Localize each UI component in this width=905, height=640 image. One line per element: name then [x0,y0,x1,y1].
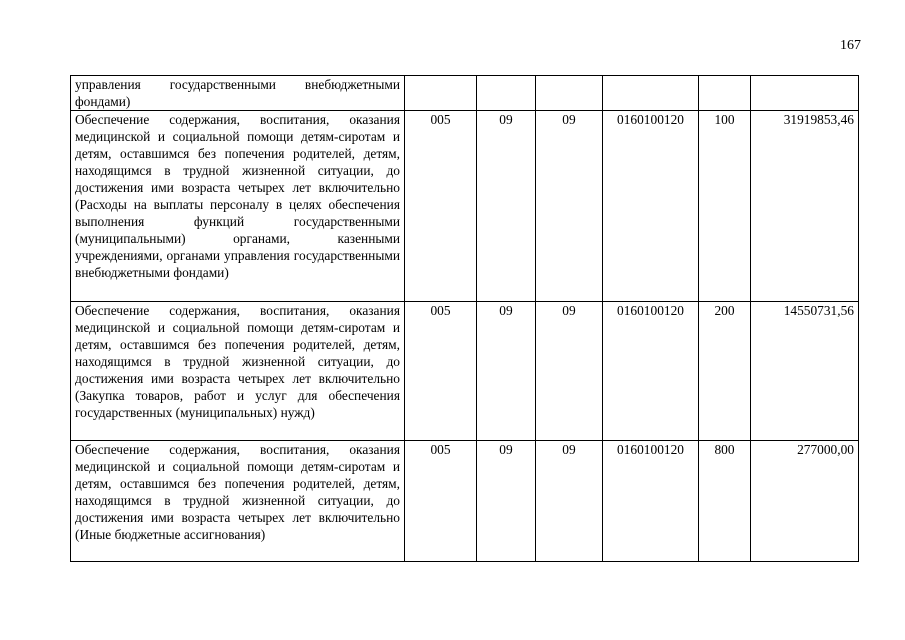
row-description: Обеспечение содержания, воспитания, оказания медицинской и социальной помощи детям-сиротам и детям, оставшимся без попечения родителей, детям, находящимся в трудной жизненной ситуации, до достижения ими возраста четырех лет включительно (Иные бюджетные ассигнования) [71,441,405,562]
expense-type-code: 200 [699,302,751,441]
ministry-code [405,76,477,111]
page-number: 167 [840,38,861,53]
amount: 31919853,46 [751,111,859,302]
section-code: 09 [477,111,536,302]
row-description: управления государственными внебюджетными фондами) [71,76,405,111]
target-item-code: 0160100120 [603,441,699,562]
table-row [71,76,859,111]
table-row [71,441,859,562]
section-code [477,76,536,111]
section-code: 09 [477,441,536,562]
expense-type-code [699,76,751,111]
ministry-code: 005 [405,111,477,302]
expense-type-code: 800 [699,441,751,562]
amount: 14550731,56 [751,302,859,441]
table-row [71,111,859,302]
row-description: Обеспечение содержания, воспитания, оказания медицинской и социальной помощи детям-сиротам и детям, оставшимся без попечения родителей, детям, находящимся в трудной жизненной ситуации, до достижения ими возраста четырех лет включительно (Закупка товаров, работ и услуг для обеспечения государственных (муниципальных) нужд) [71,302,405,441]
target-item-code: 0160100120 [603,111,699,302]
ministry-code: 005 [405,441,477,562]
target-item-code [603,76,699,111]
target-item-code: 0160100120 [603,302,699,441]
subsection-code: 09 [536,302,603,441]
row-description: Обеспечение содержания, воспитания, оказания медицинской и социальной помощи детям-сиротам и детям, оставшимся без попечения родителей, детям, находящимся в трудной жизненной ситуации, до достижения ими возраста четырех лет включительно (Расходы на выплаты персоналу в целях обеспечения выполнения функций государственными (муниципальными) органами, казенными учреждениями, органами управления государственными внебюджетными фондами) [71,111,405,302]
table-row [71,302,859,441]
amount [751,76,859,111]
subsection-code: 09 [536,111,603,302]
budget-table [70,75,859,562]
amount: 277000,00 [751,441,859,562]
subsection-code: 09 [536,441,603,562]
section-code: 09 [477,302,536,441]
subsection-code [536,76,603,111]
ministry-code: 005 [405,302,477,441]
expense-type-code: 100 [699,111,751,302]
